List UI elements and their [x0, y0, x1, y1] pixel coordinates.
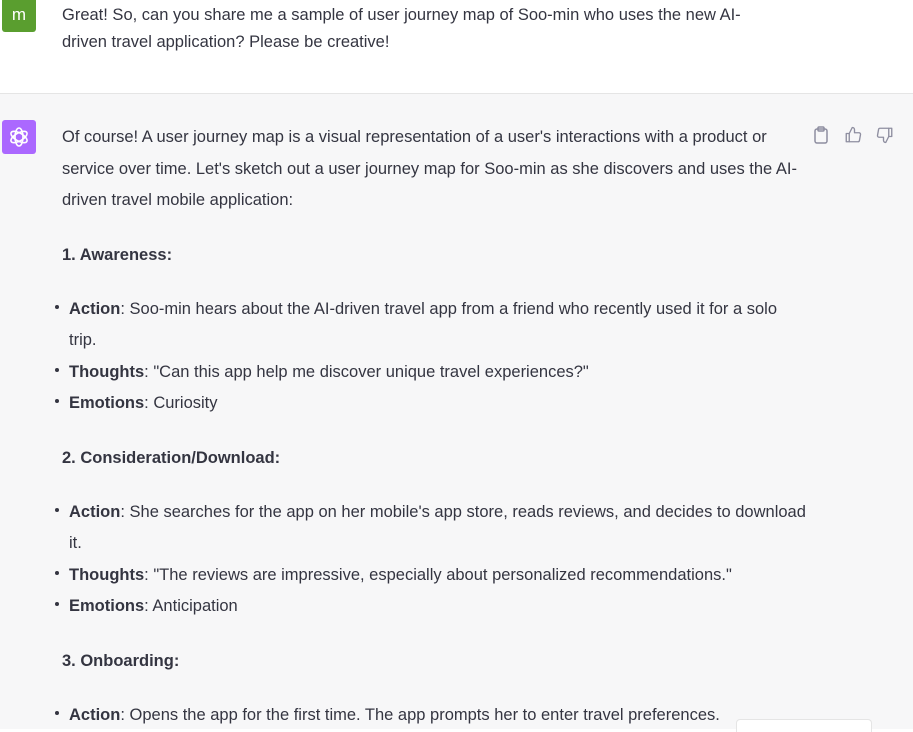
assistant-message-content	[62, 122, 807, 731]
scroll-to-bottom-stub	[736, 719, 872, 732]
list-item: Action: Opens the app for the first time. The app prompts her to enter travel preferences.	[62, 700, 807, 732]
user-message-line-2: driven travel application? Please be creative!	[62, 33, 390, 51]
section-list-onboarding	[62, 700, 807, 732]
list-item: Action: She searches for the app on her mobile's app store, reads reviews, and decides to download it.	[62, 497, 807, 560]
list-item: Action: Soo-min hears about the AI-driven travel app from a friend who recently used it for a solo trip.	[62, 294, 807, 357]
message-actions	[810, 124, 896, 146]
section-list-consideration	[62, 497, 807, 623]
openai-logo-icon	[2, 120, 36, 154]
section-title-consideration: 2. Consideration/Download:	[62, 448, 281, 467]
list-item: Emotions: Curiosity	[62, 388, 807, 420]
list-item: Thoughts: "The reviews are impressive, especially about personalized recommendations."	[62, 560, 807, 592]
user-avatar: m	[2, 0, 36, 32]
assistant-message	[0, 94, 913, 729]
list-item: Emotions: Anticipation	[62, 591, 807, 623]
intro-paragraph: Of course! A user journey map is a visual representation of a user's interactions with a product or service over time. Let's sketch out a user journey map for Soo-min as she discovers and uses the AI-driven travel mobile application:	[62, 128, 797, 209]
user-message	[0, 0, 913, 94]
list-item: Thoughts: "Can this app help me discover unique travel experiences?"	[62, 357, 807, 389]
section-title-awareness: 1. Awareness:	[62, 245, 173, 264]
user-message-text	[62, 2, 802, 56]
thumbs-down-icon[interactable]	[874, 124, 896, 146]
section-title-onboarding: 3. Onboarding:	[62, 651, 180, 670]
user-message-line-1: Great! So, can you share me a sample of user journey map of Soo-min who uses the new AI-	[62, 6, 741, 24]
thumbs-up-icon[interactable]	[842, 124, 864, 146]
section-list-awareness	[62, 294, 807, 420]
copy-icon[interactable]	[810, 124, 832, 146]
